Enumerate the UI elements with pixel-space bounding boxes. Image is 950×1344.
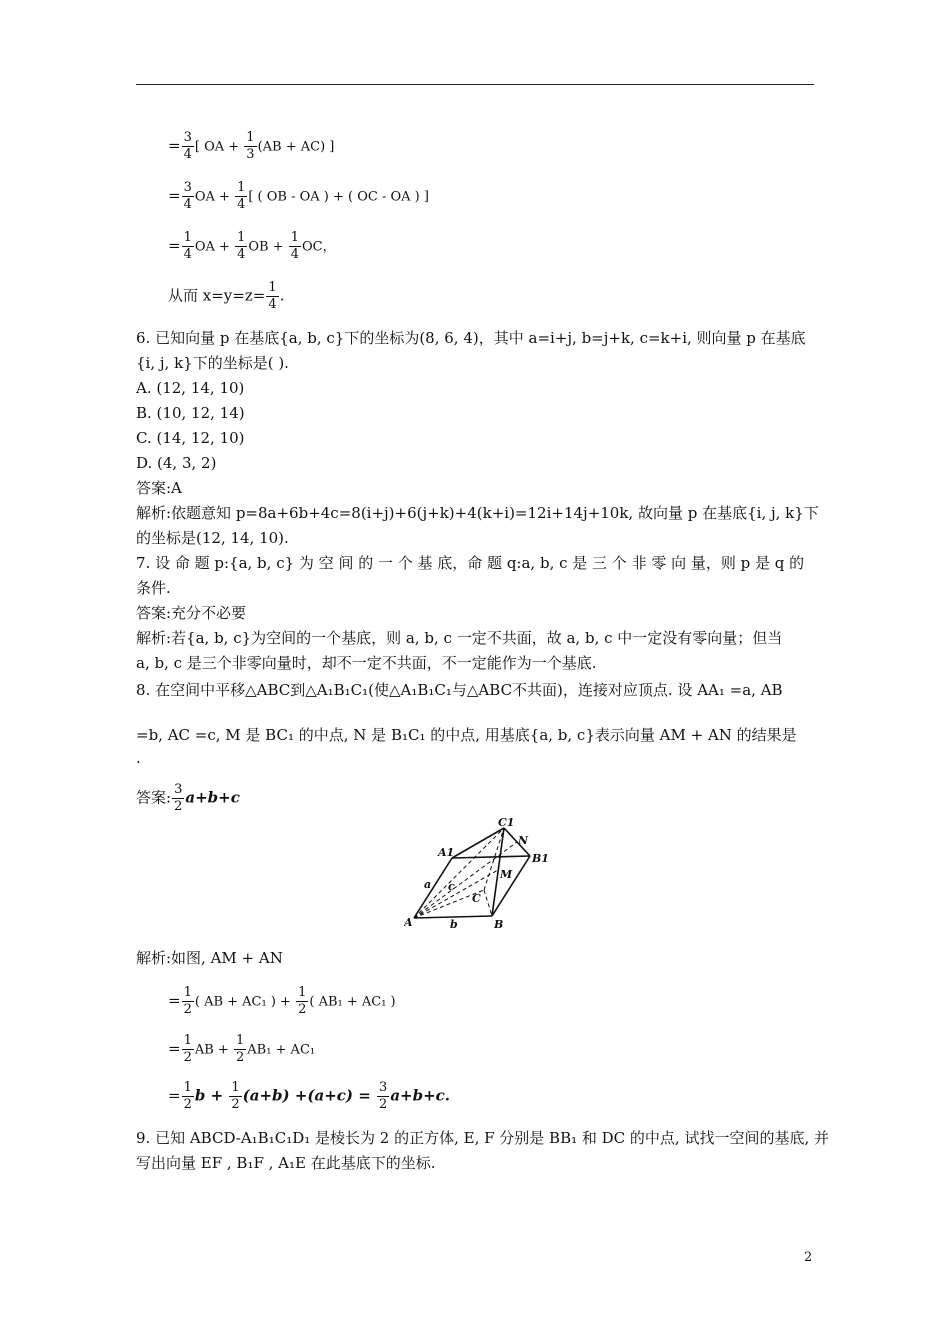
label-B: B [494, 918, 504, 930]
q6-answer: 答案:A [136, 479, 182, 497]
q7-explanation-2: a, b, c 是三个非零向量时，却不一定不共面，不一定能作为一个基底. [136, 654, 597, 672]
q7-stem-1: 7. 设 命 题 p:{a, b, c} 为 空 间 的 一 个 基 底，命 题 q:a, b, c 是 三 个 非 零 向 量，则 p 是 q 的 [136, 554, 805, 572]
q8-stem-1: 8. 在空间中平移△ABC到△A₁B₁C₁(使△A₁B₁C₁与△ABC不共面)，连接对应顶点. 设 AA₁ =a, AB [136, 681, 783, 699]
q6-explanation-1: 解析:依题意知 p=8a+6b+4c=8(i+j)+6(j+k)+4(k+i)=12i+14j+10k, 故向量 p 在基底{i, j, k}下 [136, 504, 819, 522]
label-a: a [424, 878, 432, 891]
q7-explanation-1: 解析:若{a, b, c}为空间的一个基底，则 a, b, c 一定不共面，故 a, b, c 中一定没有零向量；但当 [136, 629, 783, 647]
q7-stem-2: 条件. [136, 579, 171, 597]
q8-eq-2: = $\frac{1}{2}$ AB + $\frac{1}{2}$ AB₁ + AC₁ [168, 1033, 316, 1065]
q6-option-b: B. (10, 12, 14) [136, 404, 245, 422]
label-M: M [500, 868, 513, 881]
q6-stem-2: {i, j, k}下的坐标是( ). [136, 354, 289, 372]
q8-eq-1: = $\frac{1}{2}$ ( AB + AC₁ ) + $\frac{1}{2}$ ( AB₁ + AC₁ ) [168, 985, 396, 1017]
label-c: c [448, 880, 455, 893]
eq-line-1: = $\frac{3}{4}$ [ OA + $\frac{1}{3}$ (AB + AC) ] [168, 130, 335, 162]
q7-answer: 答案:充分不必要 [136, 604, 247, 622]
q9-stem-1: 9. 已知 ABCD-A₁B₁C₁D₁ 是棱长为 2 的正方体, E, F 分别是 BB₁ 和 DC 的中点, 试找一空间的基底, 并 [136, 1129, 829, 1147]
q6-option-a: A. (12, 14, 10) [136, 379, 245, 397]
q9-stem-2: 写出向量 EF , B₁F , A₁E 在此基底下的坐标. [136, 1154, 436, 1172]
q6-option-c: C. (14, 12, 10) [136, 429, 245, 447]
eq-line-3: = $\frac{1}{4}$ OA + $\frac{1}{4}$ OB + $\frac{1}{4}$ OC， [168, 230, 336, 262]
q6-option-d: D. (4, 3, 2) [136, 454, 217, 472]
label-b: b [450, 918, 458, 930]
prism-figure [404, 818, 554, 930]
q8-stem-3: . [136, 749, 141, 767]
q6-explanation-2: 的坐标是(12, 14, 10). [136, 529, 289, 547]
conclusion-line: 从而 x=y=z= $\frac{1}{4}$ . [168, 280, 285, 312]
label-N: N [518, 834, 529, 847]
q8-eq-3: = $\frac{1}{2}$ b + $\frac{1}{2}$ (a+b) +(a+c) = $\frac{3}{2}$ a+b+c. [168, 1080, 451, 1112]
label-A: A [404, 916, 413, 929]
header-rule [136, 84, 814, 85]
eq-line-2: = $\frac{3}{4}$ OA + $\frac{1}{4}$ [ ( OB - OA ) + ( OC - OA ) ] [168, 180, 429, 212]
label-A1: A1 [438, 846, 455, 859]
q8-stem-2: =b, AC =c, M 是 BC₁ 的中点, N 是 B₁C₁ 的中点, 用基底{a, b, c}表示向量 AM + AN 的结果是 [136, 726, 797, 744]
q8-answer: 答案: $\frac{3}{2}$ a+b+c [136, 782, 240, 814]
label-C1: C1 [498, 818, 515, 829]
label-B1: B1 [532, 852, 549, 865]
label-C: C [472, 892, 481, 905]
page-number: 2 [804, 1250, 813, 1265]
q6-stem-1: 6. 已知向量 p 在基底{a, b, c}下的坐标为(8, 6, 4)，其中 a=i+j, b=j+k, c=k+i, 则向量 p 在基底 [136, 329, 806, 347]
q8-explanation-lead: 解析:如图, AM + AN [136, 949, 283, 967]
